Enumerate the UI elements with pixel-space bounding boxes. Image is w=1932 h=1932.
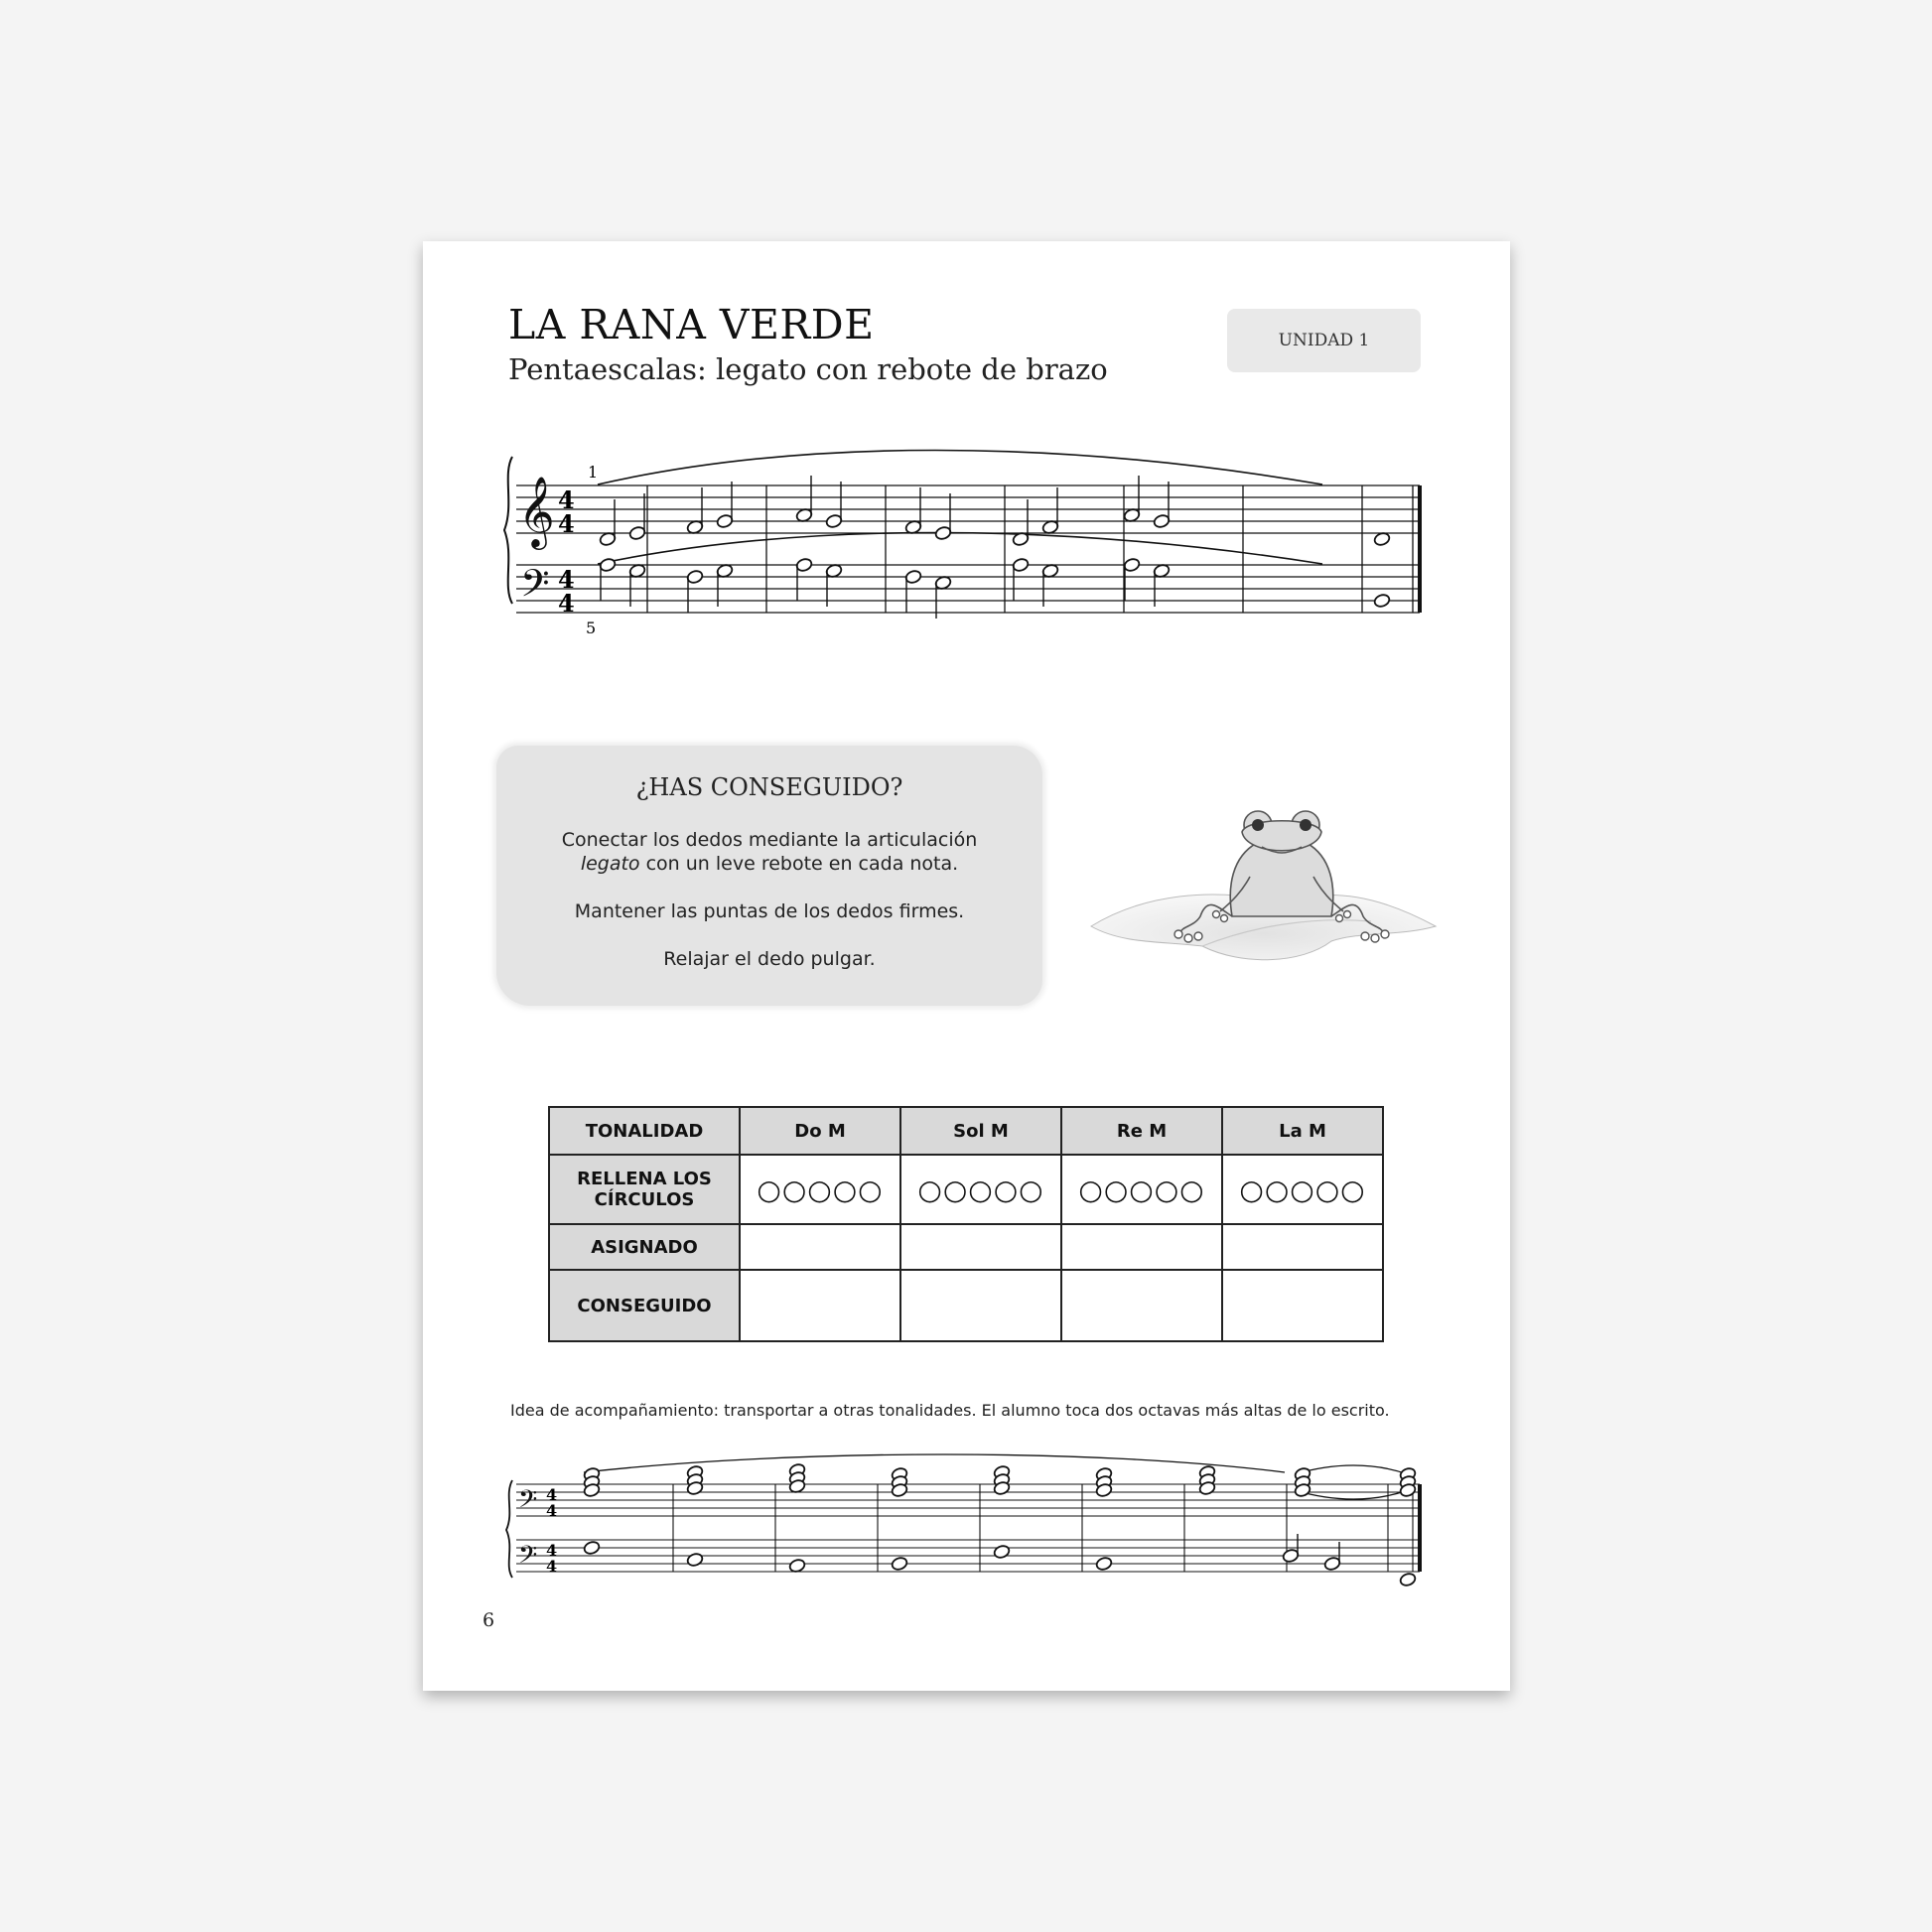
exercise-grand-staff [500,445,1453,637]
tracker-corner-cell: TONALIDAD [549,1107,740,1155]
bass-note [795,557,813,572]
checklist-item-1b-rest: con un leve rebote en cada nota. [639,853,959,875]
barlines [647,485,1362,613]
bass-time-top: 4 [558,565,575,594]
acc-bass-note [686,1552,704,1567]
circles-label-line1: RELLENA LOS [577,1169,712,1189]
checklist-item-1b [496,853,1042,875]
checklist-item-1a: Conectar los dedos mediante la articulación [561,829,978,851]
key-header-sol: Sol M [900,1107,1061,1155]
treble-time-top: 4 [558,485,575,514]
achieved-cell-sol[interactable] [900,1270,1061,1341]
assigned-cell-la[interactable] [1222,1224,1383,1270]
treble-note [934,525,952,540]
checklist-item-2: Mantener las puntas de los dedos firmes. [574,900,965,922]
acc-bass-note [1095,1556,1113,1571]
accompaniment-grand-staff [500,1450,1453,1589]
finger-number-rh: 1 [588,463,599,482]
achieved-cell-do[interactable] [740,1270,900,1341]
circles-label-line2: CÍRCULOS [594,1189,695,1210]
bass-whole-note [1373,593,1391,608]
key-header-re: Re M [1061,1107,1222,1155]
acc-upper-bass-clef-icon: 𝄢 [518,1485,538,1520]
acc-bass-note [1399,1572,1417,1587]
bass-slur [598,533,1322,565]
bass-staff-lines [516,565,1420,613]
finger-number-lh: 5 [586,619,597,637]
bass-note [599,557,617,572]
tracker-header-row [549,1107,1383,1155]
workbook-page [423,241,1510,1691]
assigned-cell-sol[interactable] [900,1224,1061,1270]
tracker-circles-row [549,1155,1383,1224]
treble-note [716,513,734,528]
bass-note [1123,557,1141,572]
assigned-cell-do[interactable] [740,1224,900,1270]
bass-note [904,569,922,584]
treble-clef-icon: 𝄞 [518,475,555,547]
acc-lower-time-top: 4 [546,1541,558,1560]
page-subtitle: Pentaescalas: legato con rebote de brazo [508,352,1108,386]
assigned-cell-re[interactable] [1061,1224,1222,1270]
circles-do[interactable]: ○○○○○ [740,1155,900,1224]
acc-lower-bass-clef-icon: 𝄢 [518,1541,538,1576]
circles-re[interactable]: ○○○○○ [1061,1155,1222,1224]
circles-row-label [549,1155,740,1224]
acc-staff-brace [506,1480,512,1578]
page-number: 6 [483,1609,495,1631]
acc-bass-note [583,1540,601,1555]
achieved-cell-re[interactable] [1061,1270,1222,1341]
bass-clef-icon: 𝄢 [520,561,550,615]
tracker-assigned-row [549,1224,1383,1270]
bass-note [1012,557,1030,572]
practice-tracker-table [548,1106,1384,1342]
acc-lower-time-bottom: 4 [546,1557,558,1576]
acc-bass-note [891,1556,908,1571]
checklist-title: ¿HAS CONSEGUIDO? [635,773,903,801]
frog-on-leaf-icon [1083,777,1460,976]
staff-brace [504,457,512,604]
key-header-la: La M [1222,1107,1383,1155]
accompaniment-notes [583,1462,1417,1587]
treble-note [628,525,646,540]
acc-bass-note [1282,1548,1300,1563]
acc-bass-note [993,1544,1011,1559]
checklist-item-3: Relajar el dedo pulgar. [663,948,876,970]
treble-time-bottom: 4 [558,509,575,538]
acc-bass-note [788,1558,806,1573]
acc-bass-note [1323,1556,1341,1571]
acc-upper-staff-lines [516,1484,1420,1516]
assigned-row-label: ASIGNADO [549,1224,740,1270]
checklist-panel [496,746,1042,1006]
treble-staff-lines [516,485,1420,533]
acc-tie [1295,1465,1408,1474]
treble-note [825,513,843,528]
achieved-cell-la[interactable] [1222,1270,1383,1341]
achieved-row-label: CONSEGUIDO [549,1270,740,1341]
key-header-do: Do M [740,1107,900,1155]
circles-la[interactable]: ○○○○○ [1222,1155,1383,1224]
acc-upper-time-bottom: 4 [546,1501,558,1520]
treble-note [1153,513,1171,528]
accompaniment-note: Idea de acompañamiento: transportar a otras tonalidades. El alumno toca dos octavas más altas de lo escrito. [510,1401,1390,1420]
acc-upper-time-top: 4 [546,1485,558,1504]
treble-slur [598,451,1322,485]
acc-barlines [673,1484,1388,1572]
page-title: LA RANA VERDE [508,301,875,348]
tracker-achieved-row [549,1270,1383,1341]
circles-sol[interactable]: ○○○○○ [900,1155,1061,1224]
unit-badge: UNIDAD 1 [1227,309,1421,372]
legato-term: legato [580,853,640,875]
bass-time-bottom: 4 [558,589,575,618]
bass-note [686,569,704,584]
